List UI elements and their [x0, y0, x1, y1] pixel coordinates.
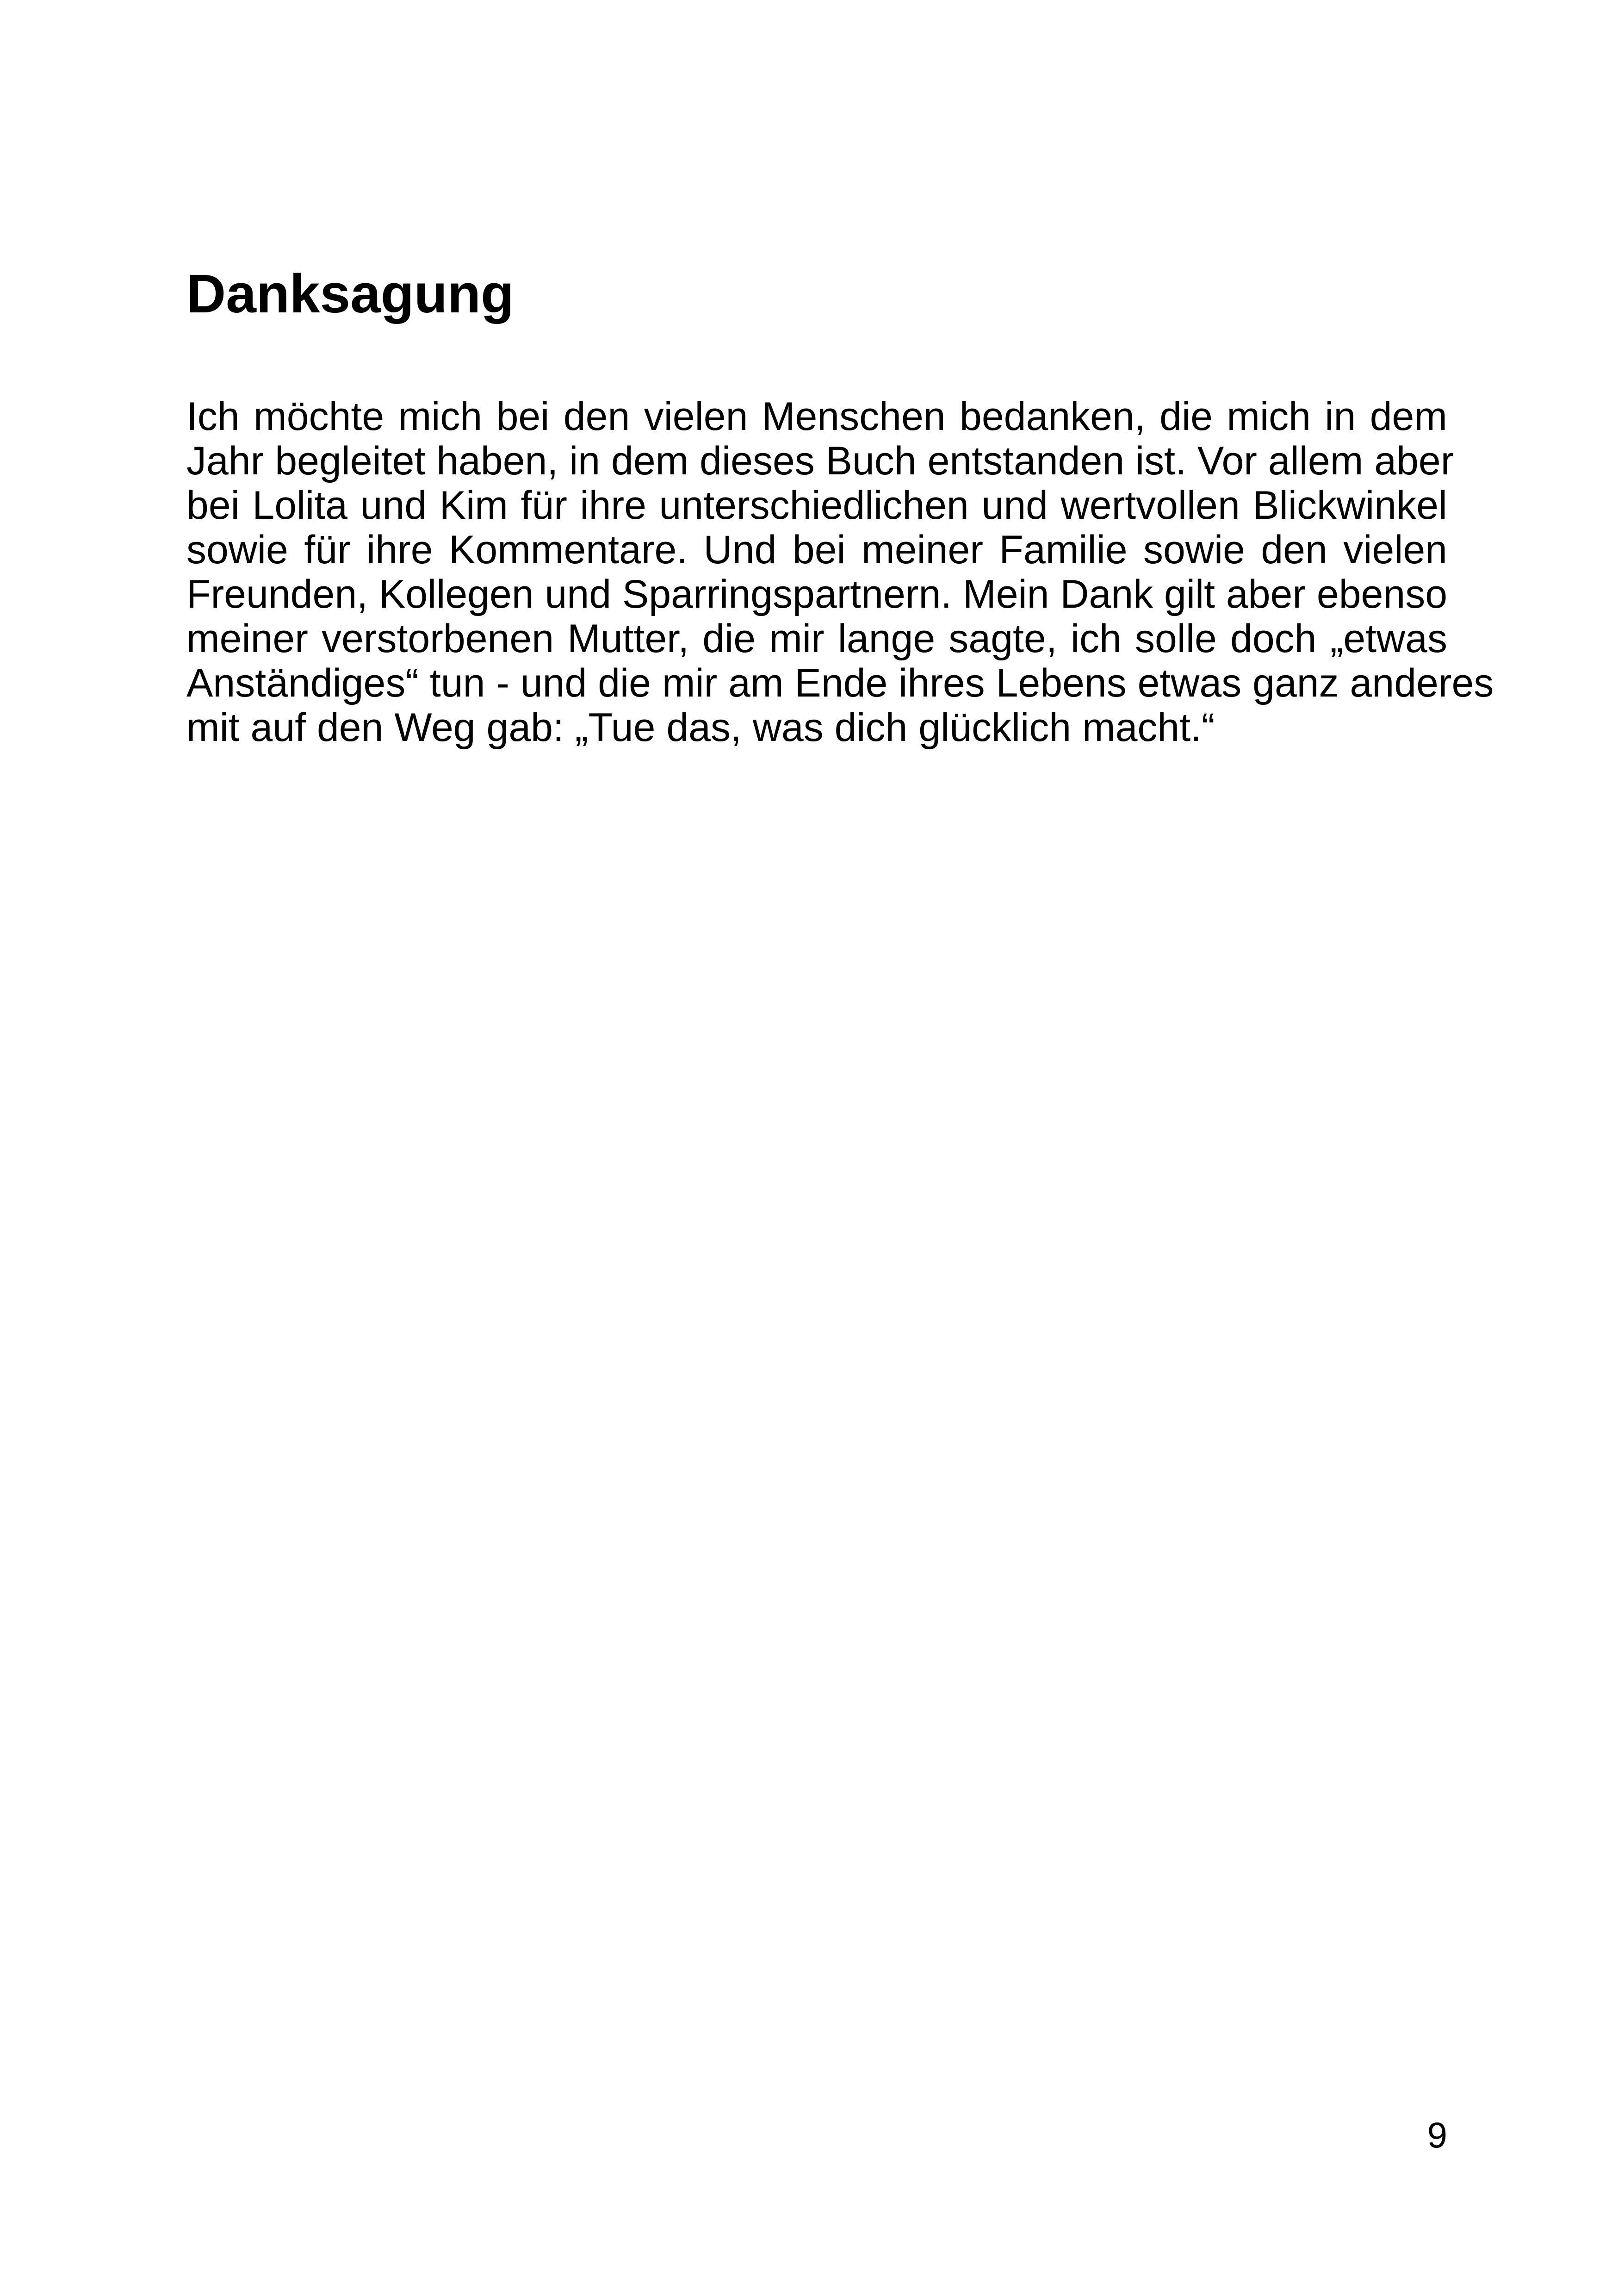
paragraph-line: bei Lolita und Kim für ihre unterschiedlichen und wertvollen Blickwinkel [186, 483, 1447, 528]
acknowledgement-paragraph [186, 394, 1494, 750]
paragraph-line: meiner verstorbenen Mutter, die mir lange sagte, ich solle doch „etwas [186, 616, 1447, 661]
page-number: 9 [1427, 2115, 1447, 2155]
paragraph-line: Jahr begleitet haben, in dem dieses Buch entstanden ist. Vor allem aber [186, 439, 1454, 483]
paragraph-line: Freunden, Kollegen und Sparringspartnern. Mein Dank gilt aber ebenso [186, 572, 1448, 616]
page-heading: Danksagung [186, 263, 515, 324]
paragraph-line: sowie für ihre Kommentare. Und bei meiner Familie sowie den vielen [186, 528, 1447, 572]
paragraph-line: Anständiges“ tun - und die mir am Ende ihres Lebens etwas ganz anderes [186, 661, 1494, 705]
paragraph-line: Ich möchte mich bei den vielen Menschen bedanken, die mich in dem [186, 394, 1447, 439]
paragraph-line: mit auf den Weg gab: „Tue das, was dich glücklich macht.“ [186, 705, 1215, 750]
